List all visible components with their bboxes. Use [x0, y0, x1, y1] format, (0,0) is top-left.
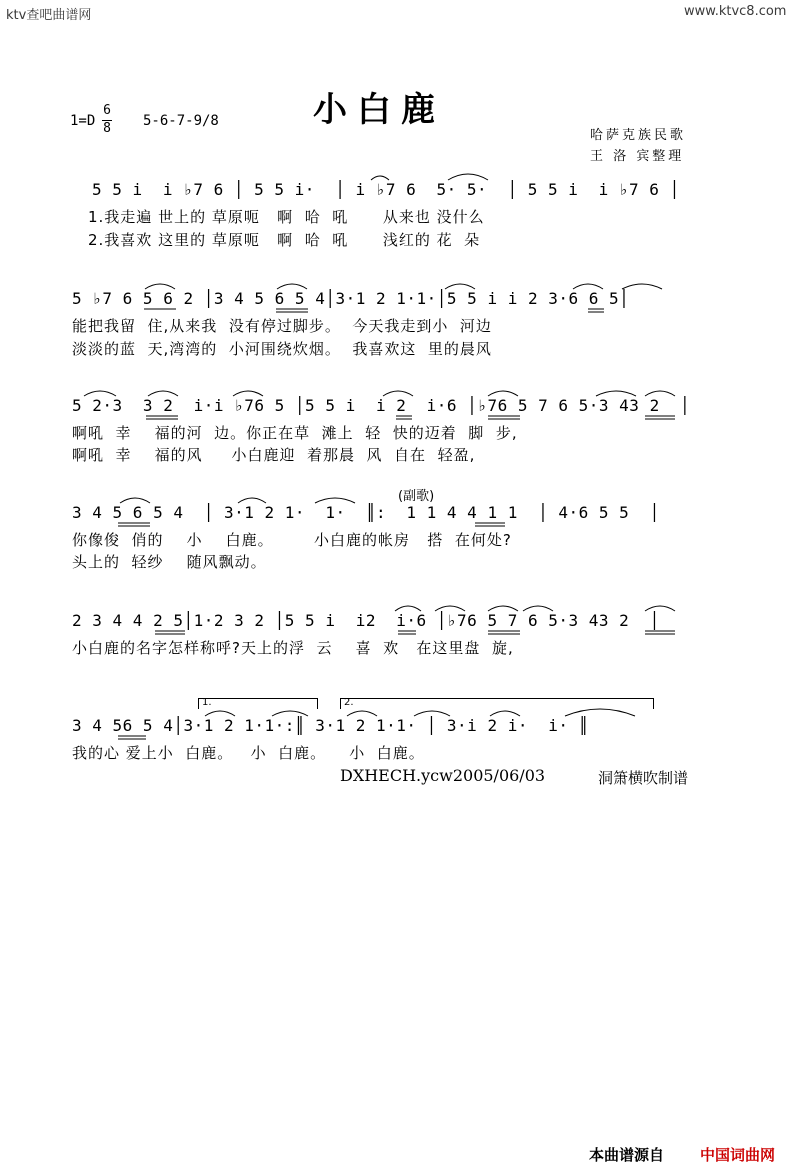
system-2-lyric-1: 能把我留 住,从来我 没有停过脚步。 今天我走到小 河边 [72, 317, 492, 335]
slur [238, 498, 266, 503]
watermark-left: ktv查吧曲谱网 [6, 8, 92, 23]
credit-arranger: 王 洛 宾整理 [590, 149, 685, 164]
slur [488, 606, 518, 611]
slur [645, 606, 675, 611]
system-3-lyric-1: 啊吼 幸 福的河 边。你正在草 滩上 轻 快的迈着 脚 步, [72, 424, 518, 442]
system-4-notes: 3 4 5 6 5 4 │ 3·1 2 1· 1· ║: 1 1 4 4 1 1 │ 4·6 5 5 │ [72, 503, 660, 522]
key-signature: 1=D [70, 113, 96, 129]
slur [448, 174, 488, 180]
time-denominator: 8 [103, 121, 111, 136]
system-2-lyric-2: 淡淡的蓝 天,湾湾的 小河围绕炊烟。 我喜欢这 里的晨风 [72, 340, 492, 358]
slur [565, 709, 635, 716]
system-1-lyric-1: 1.我走遍 世上的 草原呃 啊 哈 吼 从来也 没什么 [88, 208, 485, 226]
system-6-notes: 3 4 56 5 4│3·1 2 1·1·:║ 3·1 2 1·1· │ 3·i 2 i· i· ║ [72, 716, 589, 735]
watermark-right: www.ktvc8.com [684, 4, 787, 19]
slur [596, 391, 636, 396]
system-4-lyric-1: 你像俊 俏的 小 白鹿。 小白鹿的帐房 搭 在何处? [72, 531, 512, 549]
system-3-notes: 5 2·3 3 2 i·i ♭76 5 │5 5 i i 2 i·6 │♭76 5 7 6 5·3 43 2 │ [72, 396, 691, 415]
credit-origin: 哈萨克族民歌 [590, 128, 687, 143]
slur [645, 391, 675, 396]
source-label: 本曲谱源自 [589, 1146, 665, 1164]
slur [233, 391, 263, 396]
slur [277, 284, 307, 289]
slur [347, 711, 377, 716]
slur [445, 284, 475, 289]
system-3-lyric-2: 啊吼 幸 福的风 小白鹿迎 着那晨 风 自在 轻盈, [72, 446, 476, 464]
slur [490, 711, 520, 716]
system-2-notes: 5 ♭7 6 5 6 2 │3 4 5 6 5 4│3·1 2 1·1·│5 5 i i 2 3·6 6 5│ [72, 289, 630, 308]
transcriber-code: DXHECH.ycw2005/06/03 [340, 766, 546, 785]
slur [414, 711, 450, 716]
system-6-lyric-1: 我的心 爱上小 白鹿。 小 白鹿。 小 白鹿。 [72, 744, 425, 762]
meter-pattern: 5-6-7-9/8 [143, 113, 219, 129]
system-1-lyric-2: 2.我喜欢 这里的 草原呃 啊 哈 吼 浅红的 花 朵 [88, 231, 481, 249]
slur [84, 391, 116, 396]
slur [272, 711, 308, 716]
song-title: 小白鹿 [313, 90, 445, 130]
slur [435, 606, 465, 611]
slur [395, 606, 421, 611]
slur [315, 498, 355, 503]
source-site-link[interactable]: 中国词曲网 [700, 1146, 776, 1164]
slur [120, 498, 150, 503]
transcriber-note: 洞箫横吹制谱 [598, 769, 689, 787]
slur [383, 391, 413, 396]
slur [523, 606, 553, 611]
slur [573, 284, 603, 289]
system-5-lyric-1: 小白鹿的名字怎样称呼?天上的浮 云 喜 欢 在这里盘 旋, [72, 639, 514, 657]
chorus-label: (副歌) [398, 489, 435, 504]
slur [145, 284, 175, 289]
system-1-notes: 5 5 i i ♭7 6 │ 5 5 i· │ i ♭7 6 5· 5· │ 5 5 i i ♭7 6 │ [92, 180, 680, 199]
slur [488, 391, 518, 396]
system-4-lyric-2: 头上的 轻纱 随风飘动。 [72, 553, 267, 571]
slur [148, 391, 178, 396]
slur [371, 176, 389, 180]
slur [622, 284, 662, 289]
volta-2-label: 2. [344, 697, 354, 708]
system-5-notes: 2 3 4 4 2 5│1·2 3 2 │5 5 i i2 i·6 │♭76 5 7 6 5·3 43 2 │ [72, 611, 660, 630]
volta-1-label: 1. [202, 697, 212, 708]
slur [205, 711, 235, 716]
time-numerator: 6 [103, 103, 111, 118]
